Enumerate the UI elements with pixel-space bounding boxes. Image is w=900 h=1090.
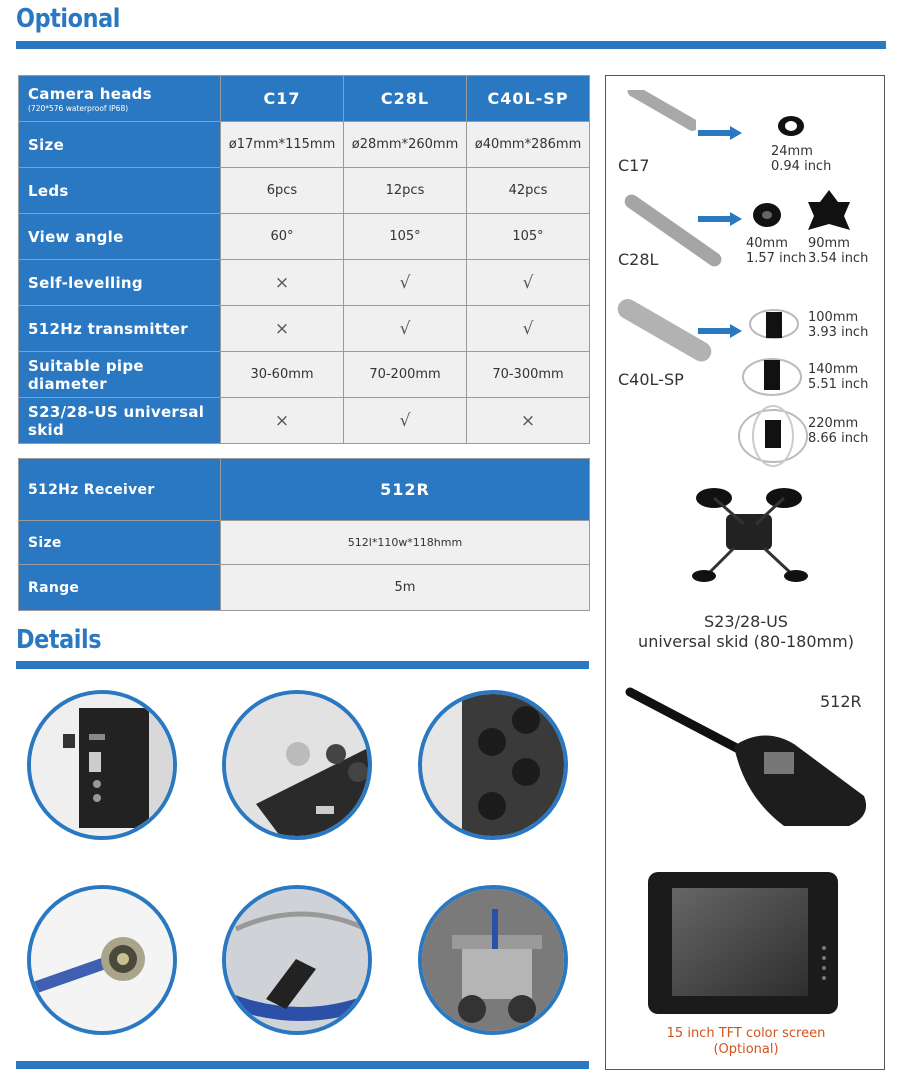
table-row [19,352,590,398]
skid-100mm-image [746,304,802,344]
row-label: 512Hz transmitter [19,306,221,352]
skid-90mm-image [806,188,852,234]
table-cell: 105° [467,214,590,260]
receiver-table [18,458,590,611]
skid-ring-24mm-image [776,114,806,138]
table-cell: √ [344,398,467,444]
details-title-bar [16,661,589,669]
camera-table-header-row [19,76,590,122]
skid-140mm-image [740,352,804,402]
receiver-512r-image [624,686,874,836]
skid-40mm-image [751,200,783,230]
c17-label: C17 [618,156,650,175]
optional-title: Optional [16,4,120,34]
arrow-icon [698,324,742,338]
table-row [19,260,590,306]
camera-heads-sublabel: (720*576 waterproof IP68) [28,103,129,113]
table-cell: × [221,398,344,444]
row-label: Range [19,565,221,611]
camera-c17-image [616,90,696,150]
accessories-panel [605,75,885,1070]
camera-heads-table [18,75,590,444]
optional-title-bar [16,41,886,49]
detail-photo-ports [27,690,177,840]
universal-skid-caption: S23/28-US universal skid (80-180mm) [638,612,854,651]
c28l-dim-b: 90mm 3.54 inch [808,236,869,266]
table-row [19,168,590,214]
table-cell: √ [344,306,467,352]
universal-skid-image [684,484,814,584]
table-cell: √ [467,260,590,306]
table-cell: 5m [221,565,590,611]
table-cell: ø40mm*286mm [467,122,590,168]
table-cell: 42pcs [467,168,590,214]
row-label: Size [19,122,221,168]
camera-heads-label: Camera heads (720*576 waterproof IP68) [19,76,221,122]
row-label: Leds [19,168,221,214]
c40l-sp-label: C40L-SP [618,370,684,389]
table-cell: 30-60mm [221,352,344,398]
table-cell: ø17mm*115mm [221,122,344,168]
table-cell: 70-200mm [344,352,467,398]
table-cell: 70-300mm [467,352,590,398]
column-c17: C17 [221,76,344,122]
table-row [19,214,590,260]
row-label: Size [19,521,221,565]
details-title: Details [16,625,102,655]
c28l-dim-a: 40mm 1.57 inch [746,236,807,266]
c17-dim: 24mm 0.94 inch [771,144,832,174]
tft-screen-caption: 15 inch TFT color screen (Optional) [666,1026,826,1057]
table-cell: √ [344,260,467,306]
detail-photo-panel [222,690,372,840]
row-label: Suitable pipe diameter [19,352,221,398]
table-cell: × [221,260,344,306]
table-row [19,306,590,352]
table-cell: 6pcs [221,168,344,214]
table-row [19,565,590,611]
table-cell: × [467,398,590,444]
arrow-icon [698,126,742,140]
table-cell: 12pcs [344,168,467,214]
detail-photo-reel [222,885,372,1035]
receiver-label: 512Hz Receiver [19,459,221,521]
table-cell: × [221,306,344,352]
table-cell: ø28mm*260mm [344,122,467,168]
c40-dim-140: 140mm 5.51 inch [808,362,869,392]
table-cell: 512l*110w*118hmm [221,521,590,565]
bottom-bar [16,1061,589,1069]
detail-photo-crawler [418,885,568,1035]
column-c40l-sp: C40L-SP [467,76,590,122]
table-cell: 105° [344,214,467,260]
receiver-header-row [19,459,590,521]
row-label: Self-levelling [19,260,221,306]
column-512r: 512R [221,459,590,521]
table-row [19,398,590,444]
table-row [19,521,590,565]
c40-dim-220: 220mm 8.66 inch [808,416,869,446]
detail-photo-lens [27,885,177,1035]
row-label: S23/28-US universal skid [19,398,221,444]
skid-220mm-image [736,404,810,468]
tft-screen-image [648,872,838,1014]
arrow-icon [698,212,742,226]
c40-dim-100: 100mm 3.93 inch [808,310,869,340]
row-label: View angle [19,214,221,260]
table-row [19,122,590,168]
detail-photo-buttons [418,690,568,840]
column-c28l: C28L [344,76,467,122]
receiver-512r-label: 512R [820,692,862,711]
table-cell: 60° [221,214,344,260]
c28l-label: C28L [618,250,659,269]
table-cell: √ [467,306,590,352]
